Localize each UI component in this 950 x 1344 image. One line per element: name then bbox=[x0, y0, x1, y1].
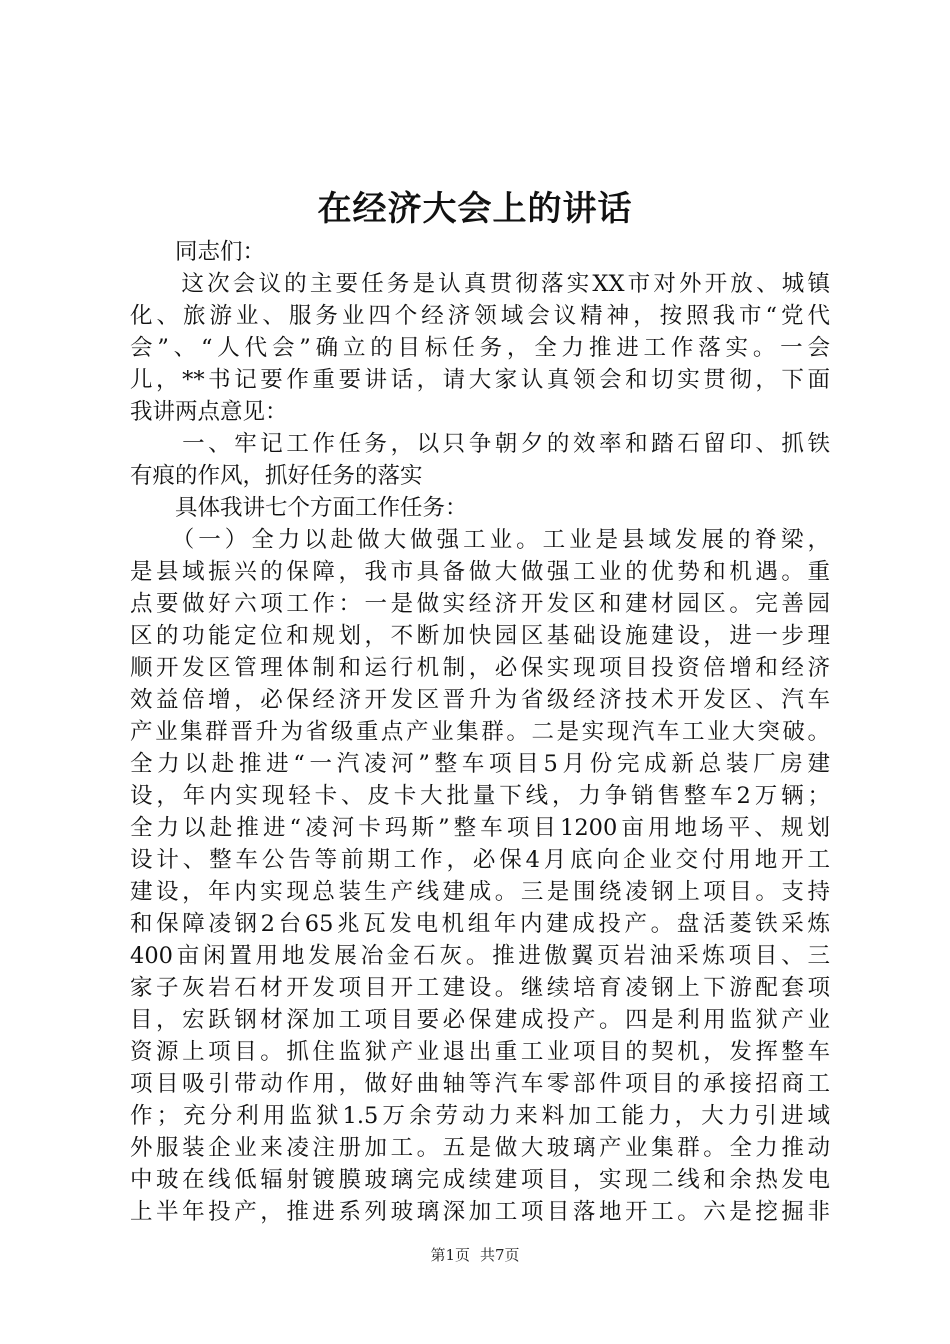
document-title: 在经济大会上的讲话 bbox=[317, 189, 633, 229]
body-line: 和保障凌钢2台65兆瓦发电机组年内建成投产。盘活菱铁采炼 bbox=[130, 911, 830, 937]
body-line: 中玻在线低辐射镀膜玻璃完成续建项目，实现二线和余热发电 bbox=[130, 1167, 830, 1193]
body-line: 同志们： bbox=[130, 239, 266, 265]
body-line: 一、牢记工作任务，以只争朝夕的效率和踏石留印、抓铁 bbox=[130, 431, 830, 457]
body-line: 建设，年内实现总装生产线建成。三是围绕凌钢上项目。支持 bbox=[130, 879, 830, 905]
body-line: 设，年内实现轻卡、皮卡大批量下线，力争销售整车2万辆； bbox=[130, 783, 830, 809]
body-line: 产业集群晋升为省级重点产业集群。二是实现汽车工业大突破。 bbox=[130, 719, 830, 745]
body-line: 家子灰岩石材开发项目开工建设。继续培育凌钢上下游配套项 bbox=[130, 975, 830, 1001]
body-line: 化、旅游业、服务业四个经济领域会议精神，按照我市“党代 bbox=[130, 303, 830, 329]
body-line: （一）全力以赴做大做强工业。工业是县域发展的脊梁， bbox=[130, 527, 830, 553]
page-total: 共7页 bbox=[480, 1246, 520, 1264]
body-line: 设计、整车公告等前期工作，必保4月底向企业交付用地开工 bbox=[130, 847, 830, 873]
page-footer bbox=[0, 1245, 950, 1265]
body-line: 全力以赴推进“一汽凌河”整车项目5月份完成新总装厂房建 bbox=[130, 751, 830, 777]
body-line: 儿，**书记要作重要讲话，请大家认真领会和切实贯彻，下面 bbox=[130, 367, 830, 393]
body-line: 区的功能定位和规划，不断加快园区基础设施建设，进一步理 bbox=[130, 623, 830, 649]
document-body bbox=[130, 236, 830, 1228]
body-line: 项目吸引带动作用，做好曲轴等汽车零部件项目的承接招商工 bbox=[130, 1071, 830, 1097]
body-line: 目，宏跃钢材深加工项目要必保建成投产。四是利用监狱产业 bbox=[130, 1007, 830, 1033]
body-line: 我讲两点意见： bbox=[130, 399, 288, 425]
body-line: 400亩闲置用地发展冶金石灰。推进傲翼页岩油采炼项目、三 bbox=[130, 943, 830, 969]
body-line: 这次会议的主要任务是认真贯彻落实XX市对外开放、城镇 bbox=[130, 271, 830, 297]
body-line: 点要做好六项工作：一是做实经济开发区和建材园区。完善园 bbox=[130, 591, 830, 617]
body-line: 有痕的作风，抓好任务的落实 bbox=[130, 463, 423, 489]
body-line: 资源上项目。抓住监狱产业退出重工业项目的契机，发挥整车 bbox=[130, 1039, 830, 1065]
body-line: 作；充分利用监狱1.5万余劳动力来料加工能力，大力引进域 bbox=[130, 1103, 830, 1129]
body-line: 全力以赴推进“凌河卡玛斯”整车项目1200亩用地场平、规划 bbox=[130, 815, 830, 841]
body-line: 具体我讲七个方面工作任务： bbox=[130, 495, 468, 521]
body-line: 效益倍增，必保经济开发区晋升为省级经济技术开发区、汽车 bbox=[130, 687, 830, 713]
body-line: 上半年投产，推进系列玻璃深加工项目落地开工。六是挖掘非 bbox=[130, 1199, 830, 1225]
body-line: 外服装企业来凌注册加工。五是做大玻璃产业集群。全力推动 bbox=[130, 1135, 830, 1161]
body-line: 是县域振兴的保障，我市具备做大做强工业的优势和机遇。重 bbox=[130, 559, 830, 585]
body-line: 顺开发区管理体制和运行机制，必保实现项目投资倍增和经济 bbox=[130, 655, 830, 681]
body-line: 会”、“人代会”确立的目标任务，全力推进工作落实。一会 bbox=[130, 335, 830, 361]
page-number: 第1页 bbox=[430, 1246, 470, 1264]
